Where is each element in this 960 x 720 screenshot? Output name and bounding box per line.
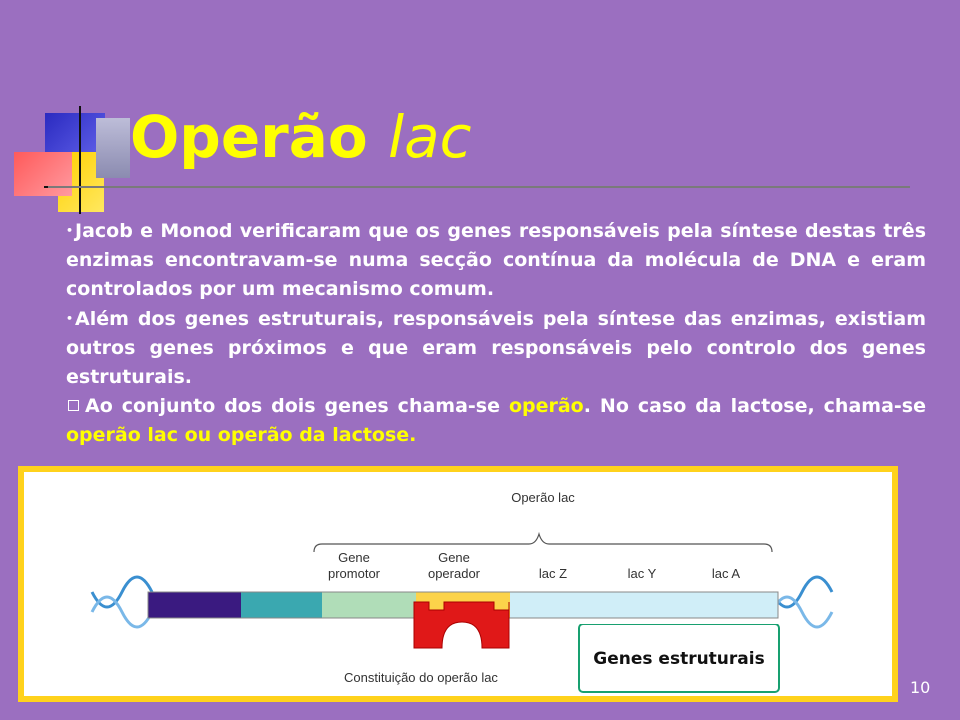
operador-label-2: operador	[427, 566, 481, 581]
page-title	[130, 103, 472, 171]
regulator-gene-segment	[148, 592, 241, 618]
genes-estruturais-callout	[577, 624, 781, 694]
checkbox-bullet-icon	[68, 400, 79, 411]
promotor-segment	[322, 592, 416, 618]
lac-a-label: lac A	[711, 566, 741, 581]
paragraph-2-text: Além dos genes estruturais, responsáveis pela síntese das enzimas, existiam outros genes próximos e que eram responsáveis pelo controlo dos genes estruturais.	[66, 308, 926, 388]
logo-grey-square	[96, 118, 130, 178]
diagram-caption: Constituição do operão lac	[344, 670, 498, 685]
promotor-label-1: Gene	[338, 550, 370, 565]
paragraph-1-text: Jacob e Monod verificaram que os genes responsáveis pela síntese destas três enzimas encontravam-se numa secção contínua da molécula de DNA e eram controlados por um mecanismo comum.	[66, 220, 926, 300]
logo-red-square	[14, 152, 72, 196]
lac-z-segment	[510, 592, 604, 618]
bullet-dot-icon: •	[66, 224, 74, 237]
lac-z-label: lac Z	[538, 566, 568, 581]
paragraph-2	[66, 304, 926, 392]
paragraph-3-text-c: . No caso da lactose, chama-se	[583, 395, 926, 417]
callout-label: Genes estruturais	[593, 649, 765, 669]
operon-brace	[314, 534, 772, 552]
title-divider	[48, 186, 910, 188]
paragraph-3	[66, 392, 926, 450]
logo-vertical-line	[79, 106, 81, 214]
dna-helix-left	[92, 577, 152, 627]
title-main: Operão	[130, 103, 368, 171]
lac-a-segment	[693, 592, 778, 618]
page-number: 10	[910, 678, 931, 697]
title-italic: lac	[387, 103, 472, 171]
dna-helix-right	[772, 577, 832, 627]
promotor-label-2: promotor	[327, 566, 381, 581]
lac-y-label: lac Y	[627, 566, 657, 581]
bullet-dot-icon: •	[66, 312, 74, 325]
body-text	[66, 216, 926, 450]
lac-y-segment	[604, 592, 693, 618]
highlight-operao-lac: operão lac ou operão da lactose.	[66, 424, 417, 446]
paragraph-3-text-a: Ao conjunto dos dois genes chama-se	[85, 395, 500, 417]
operon-label: Operão lac	[511, 490, 575, 505]
operador-label-1: Gene	[438, 550, 470, 565]
paragraph-1	[66, 216, 926, 304]
segment-teal	[241, 592, 322, 618]
highlight-operao: operão	[508, 395, 584, 417]
